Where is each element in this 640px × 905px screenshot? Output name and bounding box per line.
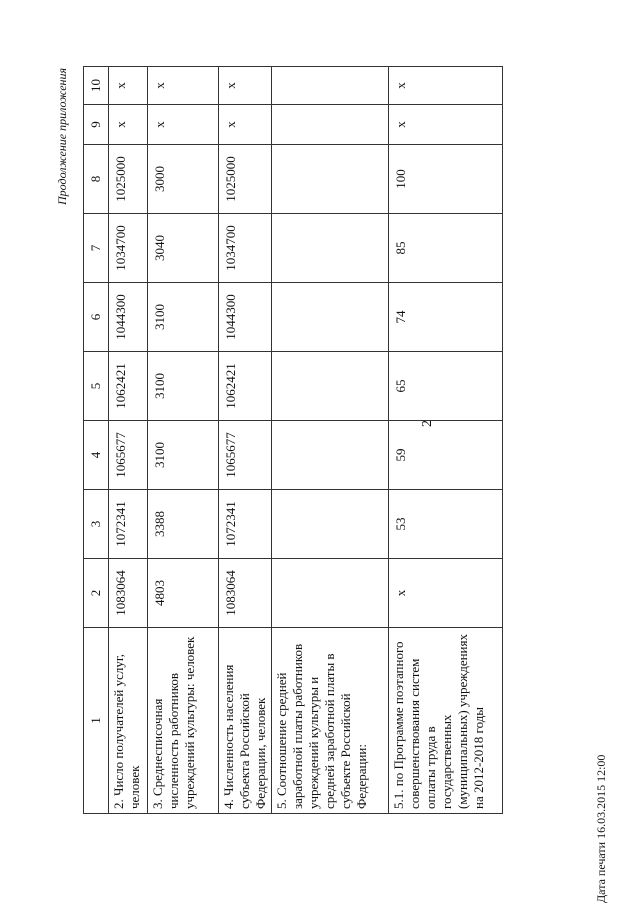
table-cell: 4803 xyxy=(148,559,219,628)
table-cell: 1025000 xyxy=(109,145,148,214)
table-cell: 3100 xyxy=(148,352,219,421)
table-cell xyxy=(272,105,389,145)
table-cell: 3100 xyxy=(148,421,219,490)
row-label: 3. Среднесписочная численность работников учреждений культуры: человек xyxy=(148,628,219,814)
page-number: 2 xyxy=(420,420,435,427)
continuation-note: Продолжение приложения xyxy=(55,67,69,205)
data-table xyxy=(83,66,503,814)
table-cell: 1034700 xyxy=(109,214,148,283)
table-cell: 1034700 xyxy=(219,214,272,283)
table-cell: х xyxy=(148,105,219,145)
table-row xyxy=(389,67,503,814)
table-cell: 1062421 xyxy=(219,352,272,421)
table-cell: 1083064 xyxy=(109,559,148,628)
header-cell: 7 xyxy=(84,214,109,283)
table-row xyxy=(148,67,219,814)
row-label: 2. Число получателей услуг, человек xyxy=(109,628,148,814)
table-cell: 1065677 xyxy=(109,421,148,490)
table-cell: х xyxy=(389,559,503,628)
header-cell: 10 xyxy=(84,67,109,105)
table-cell: 1072341 xyxy=(219,490,272,559)
table-cell xyxy=(272,490,389,559)
header-cell: 9 xyxy=(84,105,109,145)
table-cell: х xyxy=(219,67,272,105)
table-cell: 85 xyxy=(389,214,503,283)
table-cell: 1083064 xyxy=(219,559,272,628)
table-row xyxy=(219,67,272,814)
table-cell: х xyxy=(148,67,219,105)
table-cell: 1044300 xyxy=(109,283,148,352)
table-cell: х xyxy=(389,105,503,145)
table-cell: 1044300 xyxy=(219,283,272,352)
table-cell: 65 xyxy=(389,352,503,421)
table-row xyxy=(109,67,148,814)
table-cell: 3388 xyxy=(148,490,219,559)
table-cell: 74 xyxy=(389,283,503,352)
header-cell: 3 xyxy=(84,490,109,559)
table-cell: 59 xyxy=(389,421,503,490)
table-cell xyxy=(272,559,389,628)
header-cell: 5 xyxy=(84,352,109,421)
table-cell: 3040 xyxy=(148,214,219,283)
table-cell xyxy=(272,145,389,214)
table-cell xyxy=(272,421,389,490)
table-cell: 100 xyxy=(389,145,503,214)
header-cell: 4 xyxy=(84,421,109,490)
table-cell xyxy=(272,67,389,105)
table-cell: 1062421 xyxy=(109,352,148,421)
table-cell: 1065677 xyxy=(219,421,272,490)
table-cell xyxy=(272,352,389,421)
table-cell xyxy=(272,214,389,283)
header-cell: 2 xyxy=(84,559,109,628)
table-cell xyxy=(272,283,389,352)
header-cell: 1 xyxy=(84,628,109,814)
header-cell: 6 xyxy=(84,283,109,352)
table-cell: х xyxy=(389,67,503,105)
table-cell: х xyxy=(109,67,148,105)
table-row xyxy=(272,67,389,814)
row-label: 5. Соотношение средней заработной платы работников учреждений культуры и средней заработной платы в субъекте Российской Федерации: xyxy=(272,628,389,814)
table-cell: 1025000 xyxy=(219,145,272,214)
header-cell: 8 xyxy=(84,145,109,214)
row-label: 5.1. по Программе поэтапного совершенствования систем оплаты труда в государственных (муниципальных) учреждениях на 2012-2018 годы xyxy=(389,628,503,814)
table-cell: х xyxy=(219,105,272,145)
table-cell: 53 xyxy=(389,490,503,559)
table-cell: 1072341 xyxy=(109,490,148,559)
header-row xyxy=(84,67,109,814)
row-label: 4. Численность населения субъекта Российской Федерации, человек xyxy=(219,628,272,814)
print-date: Дата печати 16.03.2015 12:00 xyxy=(594,754,608,903)
table-cell: 3100 xyxy=(148,283,219,352)
table-cell: х xyxy=(109,105,148,145)
table-cell: 3000 xyxy=(148,145,219,214)
